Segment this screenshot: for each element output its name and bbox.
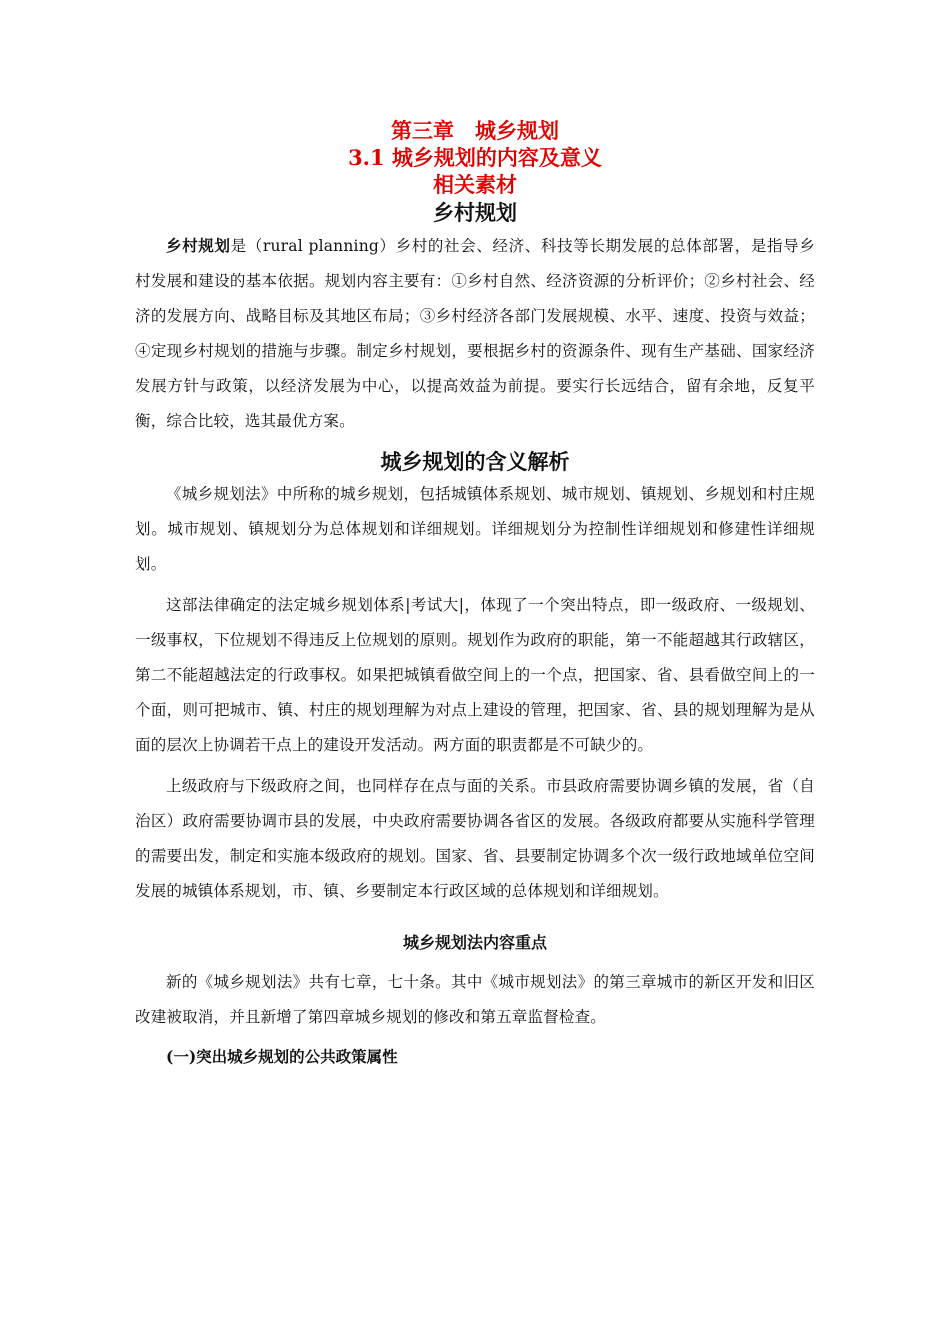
meaning-paragraph-3: 上级政府与下级政府之间，也同样存在点与面的关系。市县政府需要协调乡镇的发展，省（自治区）政府需要协调市县的发展，中央政府需要协调各省区的发展。各级政府都要从实施科学管理的需要出发，制定和实施本级政府的规划。国家、省、县要制定协调多个次一级行政地域单位空间发展的城镇体系规划，市、镇、乡要制定本行政区域的总体规划和详细规划。 xyxy=(135,777,815,900)
rural-planning-paragraph xyxy=(135,228,815,439)
meaning-paragraph-1: 《城乡规划法》中所称的城乡规划，包括城镇体系规划、城市规划、镇规划、乡规划和村庄规划。城市规划、镇规划分为总体规划和详细规划。详细规划分为控制性详细规划和修建性详细规划。 xyxy=(135,485,815,573)
keypoints-heading: 城乡规划法内容重点 xyxy=(402,933,547,952)
rural-planning-heading: 乡村规划 xyxy=(433,201,517,225)
rural-planning-term: 乡村规划 xyxy=(166,236,231,255)
chapter-title: 第三章 城乡规划 xyxy=(391,118,559,143)
section-title: 3.1 城乡规划的内容及意义 xyxy=(348,145,602,170)
rural-planning-text: 是（rural planning）乡村的社会、经济、科技等长期发展的总体部署，是指导乡村发展和建设的基本依据。规划内容主要有：①乡村自然、经济资源的分析评价；②乡村社会、经济的发展方向、战略目标及其地区布局；③乡村经济各部门发展规模、水平、速度、投资与效益；④定现乡村规划的措施与步骤。制定乡村规划，要根据乡村的资源条件、现有生产基础、国家经济发展方针与政策，以经济发展为中心，以提高效益为前提。要实行长远结合，留有余地，反复平衡，综合比较，选其最优方案。 xyxy=(135,237,815,430)
meaning-heading: 城乡规划的含义解析 xyxy=(380,450,570,474)
material-title: 相关素材 xyxy=(433,172,517,197)
meaning-paragraph-2: 这部法律确定的法定城乡规划体系|考试大|，体现了一个突出特点，即一级政府、一级规划、一级事权，下位规划不得违反上位规划的原则。规划作为政府的职能，第一不能超越其行政辖区，第二不能超越法定的行政事权。如果把城镇看做空间上的一个点，把国家、省、县看做空间上的一个面，则可把城市、镇、村庄的规划理解为对点上建设的管理，把国家、省、县的规划理解为是从面的层次上协调若干点上的建设开发活动。两方面的职责都是不可缺少的。 xyxy=(135,596,815,754)
keypoint-item-1: (一)突出城乡规划的公共政策属性 xyxy=(166,1047,398,1066)
keypoints-paragraph: 新的《城乡规划法》共有七章，七十条。其中《城市规划法》的第三章城市的新区开发和旧区改建被取消，并且新增了第四章城乡规划的修改和第五章监督检查。 xyxy=(135,973,815,1026)
